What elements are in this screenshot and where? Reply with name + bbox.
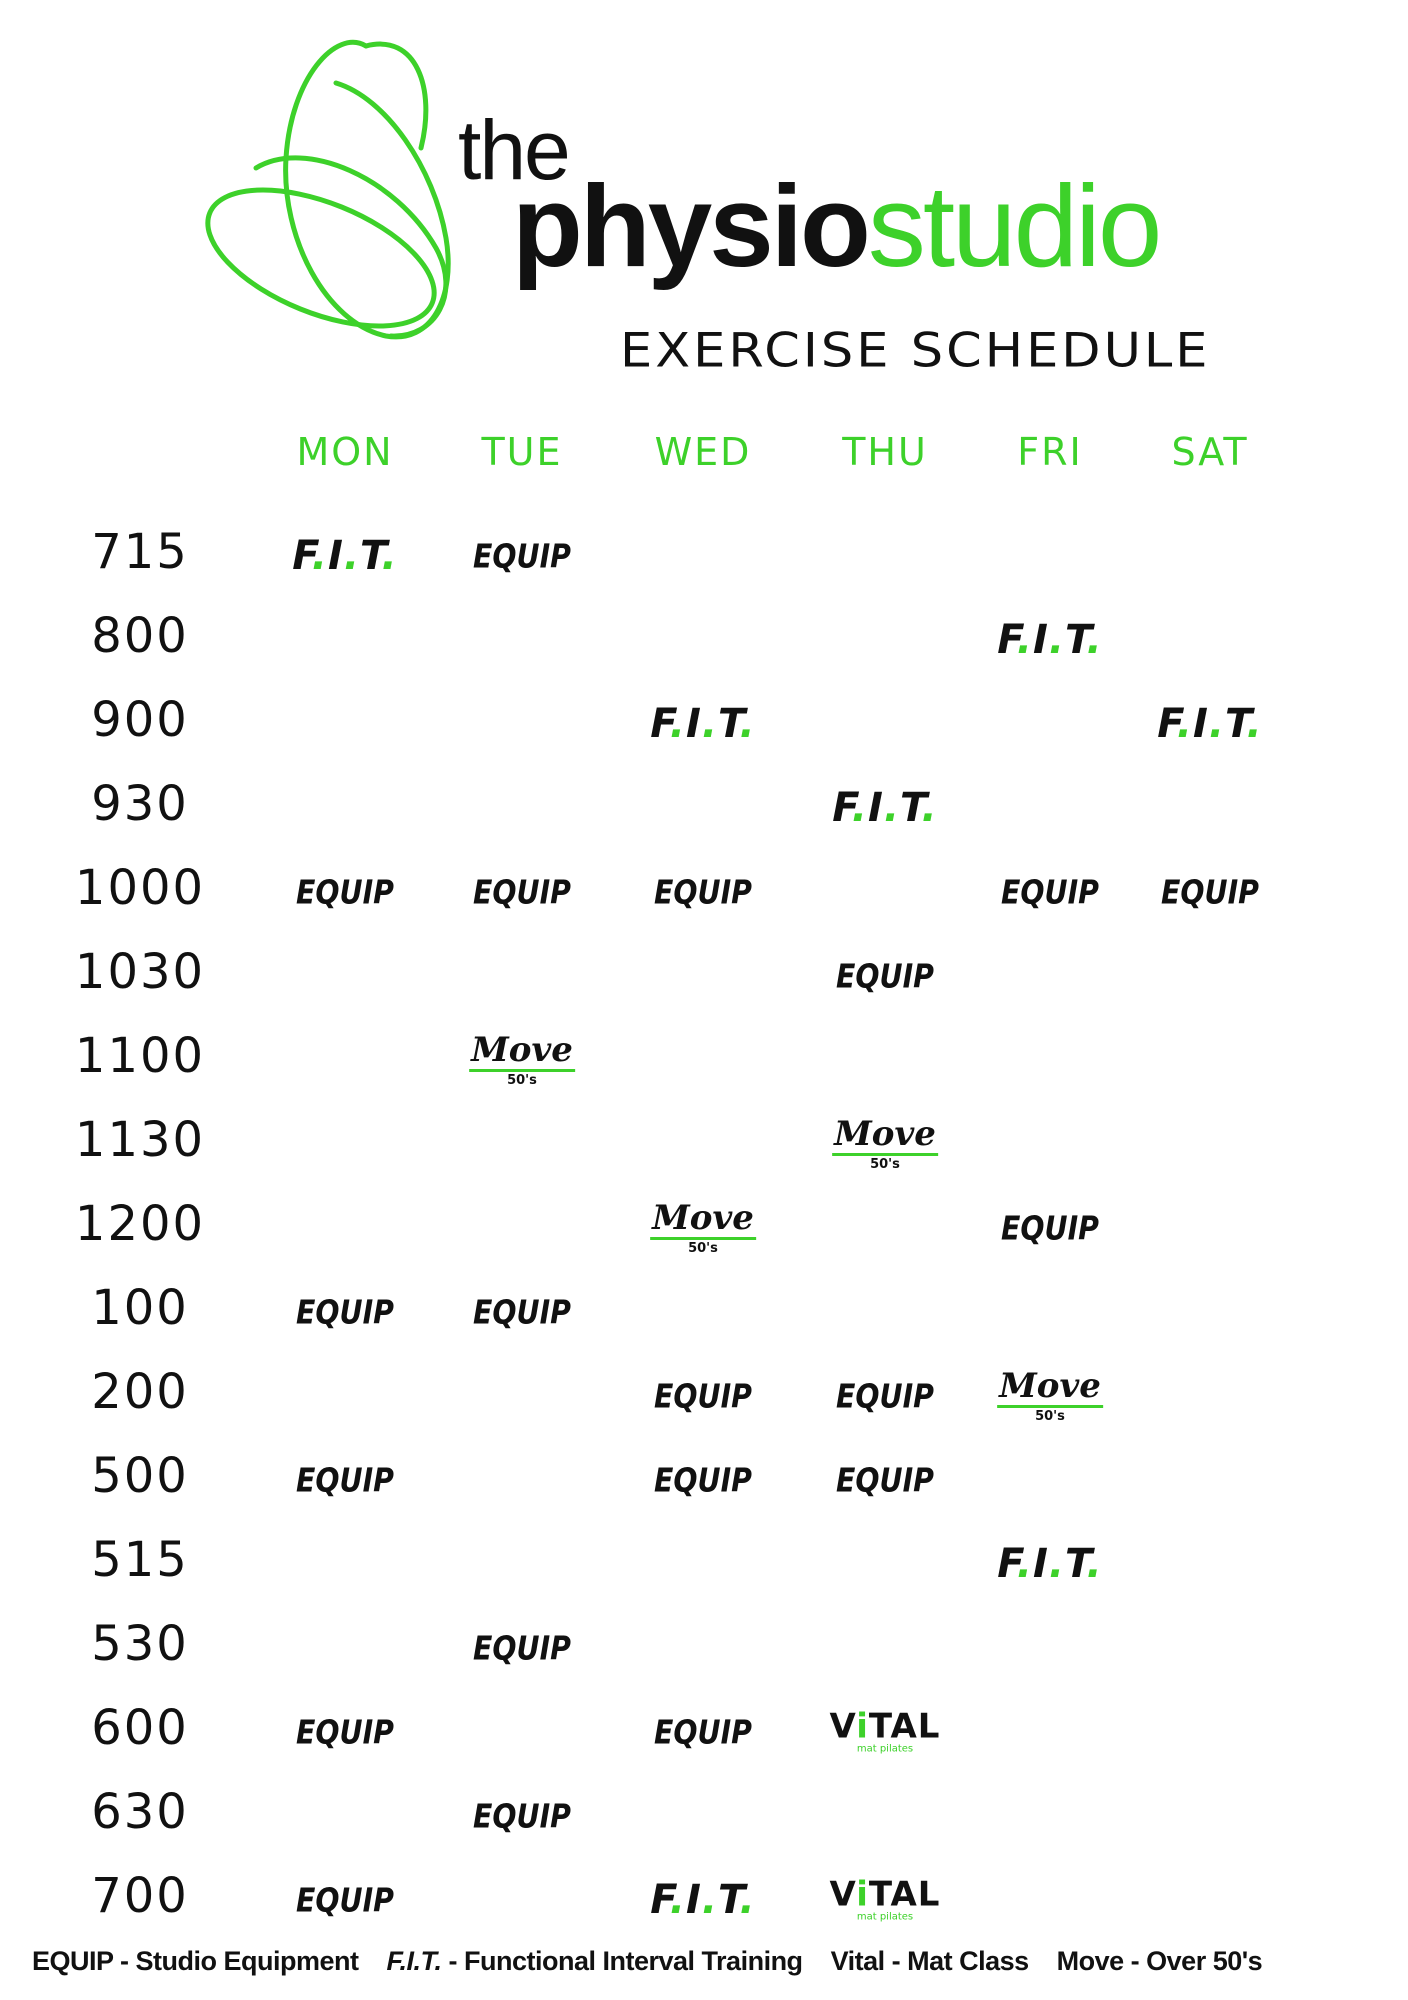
fit-letter: I	[685, 701, 702, 747]
fit-dot: .	[1086, 1541, 1103, 1587]
time-label: 700	[91, 1868, 189, 1924]
move-sublabel: 50's	[507, 1073, 537, 1088]
class-fit	[292, 533, 398, 579]
fit-dot: .	[739, 1877, 756, 1923]
class-fit	[1157, 701, 1263, 747]
time-label: 1100	[74, 1028, 206, 1084]
class-equip: EQUIP	[296, 1460, 394, 1500]
class-equip: EQUIP	[296, 1712, 394, 1752]
legend	[32, 1946, 1382, 1977]
class-equip: EQUIP	[654, 1460, 752, 1500]
move-sublabel: 50's	[688, 1241, 718, 1256]
class-vital	[829, 1706, 941, 1755]
fit-letter: I	[685, 1877, 702, 1923]
day-header: FRI	[1017, 430, 1083, 474]
brand-word-the: the	[458, 103, 569, 197]
vital-sublabel: mat pilates	[856, 1911, 914, 1923]
fit-letter: F	[292, 533, 312, 579]
legend-abbr: Vital	[830, 1946, 885, 1976]
legend-abbr: EQUIP	[32, 1946, 114, 1976]
fit-dot: .	[739, 701, 756, 747]
fit-letter: F	[650, 1877, 670, 1923]
class-equip: EQUIP	[1001, 1208, 1099, 1248]
vital-letters-rest: TAL	[868, 1874, 941, 1915]
fit-letter: F	[832, 785, 852, 831]
legend-item	[387, 1946, 803, 1976]
time-label: 600	[91, 1700, 189, 1756]
class-move	[650, 1198, 756, 1256]
vital-letter-i: i	[856, 1706, 869, 1747]
fit-dot: .	[1246, 701, 1263, 747]
time-label: 930	[91, 776, 189, 832]
legend-desc: - Studio Equipment	[113, 1946, 359, 1976]
fit-letter: T	[1225, 701, 1247, 747]
time-label: 530	[91, 1616, 189, 1672]
fit-letter: T	[900, 785, 922, 831]
fit-dot: .	[669, 701, 686, 747]
class-equip: EQUIP	[473, 536, 571, 576]
move-label: Move	[471, 1030, 573, 1070]
time-label: 1030	[74, 944, 206, 1000]
class-move	[997, 1366, 1103, 1424]
time-label: 715	[91, 524, 189, 580]
day-header: THU	[842, 430, 928, 474]
legend-item	[831, 1946, 1029, 1976]
vital-label	[829, 1874, 941, 1915]
class-equip: EQUIP	[654, 872, 752, 912]
class-move	[832, 1114, 938, 1172]
vital-letters-rest: TAL	[868, 1706, 941, 1747]
class-equip: EQUIP	[296, 1880, 394, 1920]
fit-letter: T	[718, 701, 740, 747]
time-label: 515	[91, 1532, 189, 1588]
fit-letter: I	[327, 533, 344, 579]
fit-dot: .	[343, 533, 361, 579]
time-label: 1200	[74, 1196, 206, 1252]
fit-dot: .	[669, 1877, 686, 1923]
move-sublabel: 50's	[870, 1157, 900, 1172]
brand-word-physio: physio	[512, 161, 868, 291]
move-label: Move	[999, 1366, 1101, 1406]
fit-letter: T	[1065, 617, 1087, 663]
logo-swirl-icon	[196, 38, 486, 348]
fit-dot: .	[1048, 617, 1066, 663]
class-equip: EQUIP	[473, 1628, 571, 1668]
time-label: 630	[91, 1784, 189, 1840]
vital-letter-v: V	[829, 1706, 857, 1747]
fit-dot: .	[381, 533, 398, 579]
fit-letter: T	[1065, 1541, 1087, 1587]
fit-dot: .	[883, 785, 901, 831]
fit-letter: I	[1032, 1541, 1049, 1587]
class-fit	[997, 1541, 1103, 1587]
legend-abbr: F.I.T.	[386, 1946, 442, 1976]
class-equip: EQUIP	[473, 1292, 571, 1332]
fit-letter: F	[997, 617, 1017, 663]
move-label: Move	[834, 1114, 936, 1154]
class-equip: EQUIP	[654, 1376, 752, 1416]
day-header: MON	[296, 430, 394, 474]
class-equip: EQUIP	[836, 1460, 934, 1500]
time-label: 1130	[74, 1112, 206, 1168]
fit-letter: F	[997, 1541, 1017, 1587]
fit-dot: .	[311, 533, 328, 579]
vital-letter-v: V	[829, 1874, 857, 1915]
time-label: 800	[91, 608, 189, 664]
class-equip: EQUIP	[654, 1712, 752, 1752]
class-move	[469, 1030, 575, 1088]
time-label: 500	[91, 1448, 189, 1504]
legend-desc: - Functional Interval Training	[441, 1946, 803, 1976]
brand-word-studio: studio	[867, 161, 1160, 291]
fit-letter: T	[360, 533, 382, 579]
class-fit	[650, 701, 756, 747]
class-fit	[650, 1877, 756, 1923]
fit-dot: .	[701, 701, 719, 747]
fit-dot: .	[1016, 617, 1033, 663]
legend-item	[32, 1946, 359, 1976]
time-label: 200	[91, 1364, 189, 1420]
brand-name	[512, 161, 1160, 291]
class-vital	[829, 1874, 941, 1923]
fit-dot: .	[921, 785, 938, 831]
fit-letter: I	[867, 785, 884, 831]
fit-dot: .	[851, 785, 868, 831]
fit-letter: I	[1032, 617, 1049, 663]
class-equip: EQUIP	[296, 1292, 394, 1332]
move-label: Move	[652, 1198, 754, 1238]
fit-dot: .	[1048, 1541, 1066, 1587]
fit-dot: .	[1016, 1541, 1033, 1587]
fit-letter: T	[718, 1877, 740, 1923]
day-header: SAT	[1171, 430, 1249, 474]
fit-letter: F	[1157, 701, 1177, 747]
fit-dot: .	[1176, 701, 1193, 747]
class-equip: EQUIP	[296, 872, 394, 912]
class-fit	[832, 785, 938, 831]
class-fit	[997, 617, 1103, 663]
class-equip: EQUIP	[836, 1376, 934, 1416]
legend-desc: - Over 50's	[1123, 1946, 1263, 1976]
legend-item	[1057, 1946, 1263, 1976]
legend-abbr: Move	[1056, 1946, 1124, 1976]
class-equip: EQUIP	[473, 872, 571, 912]
time-label: 1000	[74, 860, 206, 916]
class-equip: EQUIP	[473, 1796, 571, 1836]
class-equip: EQUIP	[836, 956, 934, 996]
fit-dot: .	[701, 1877, 719, 1923]
legend-desc: - Mat Class	[884, 1946, 1029, 1976]
time-label: 100	[91, 1280, 189, 1336]
vital-label	[829, 1706, 941, 1747]
fit-dot: .	[1208, 701, 1226, 747]
fit-letter: F	[650, 701, 670, 747]
vital-letter-i: i	[856, 1874, 869, 1915]
fit-dot: .	[1086, 617, 1103, 663]
class-equip: EQUIP	[1001, 872, 1099, 912]
day-header: WED	[654, 430, 752, 474]
class-equip: EQUIP	[1161, 872, 1259, 912]
day-header: TUE	[481, 430, 563, 474]
move-sublabel: 50's	[1035, 1409, 1065, 1424]
vital-sublabel: mat pilates	[856, 1743, 914, 1755]
time-label: 900	[91, 692, 189, 748]
page-title: EXERCISE SCHEDULE	[620, 324, 1211, 379]
fit-letter: I	[1192, 701, 1209, 747]
